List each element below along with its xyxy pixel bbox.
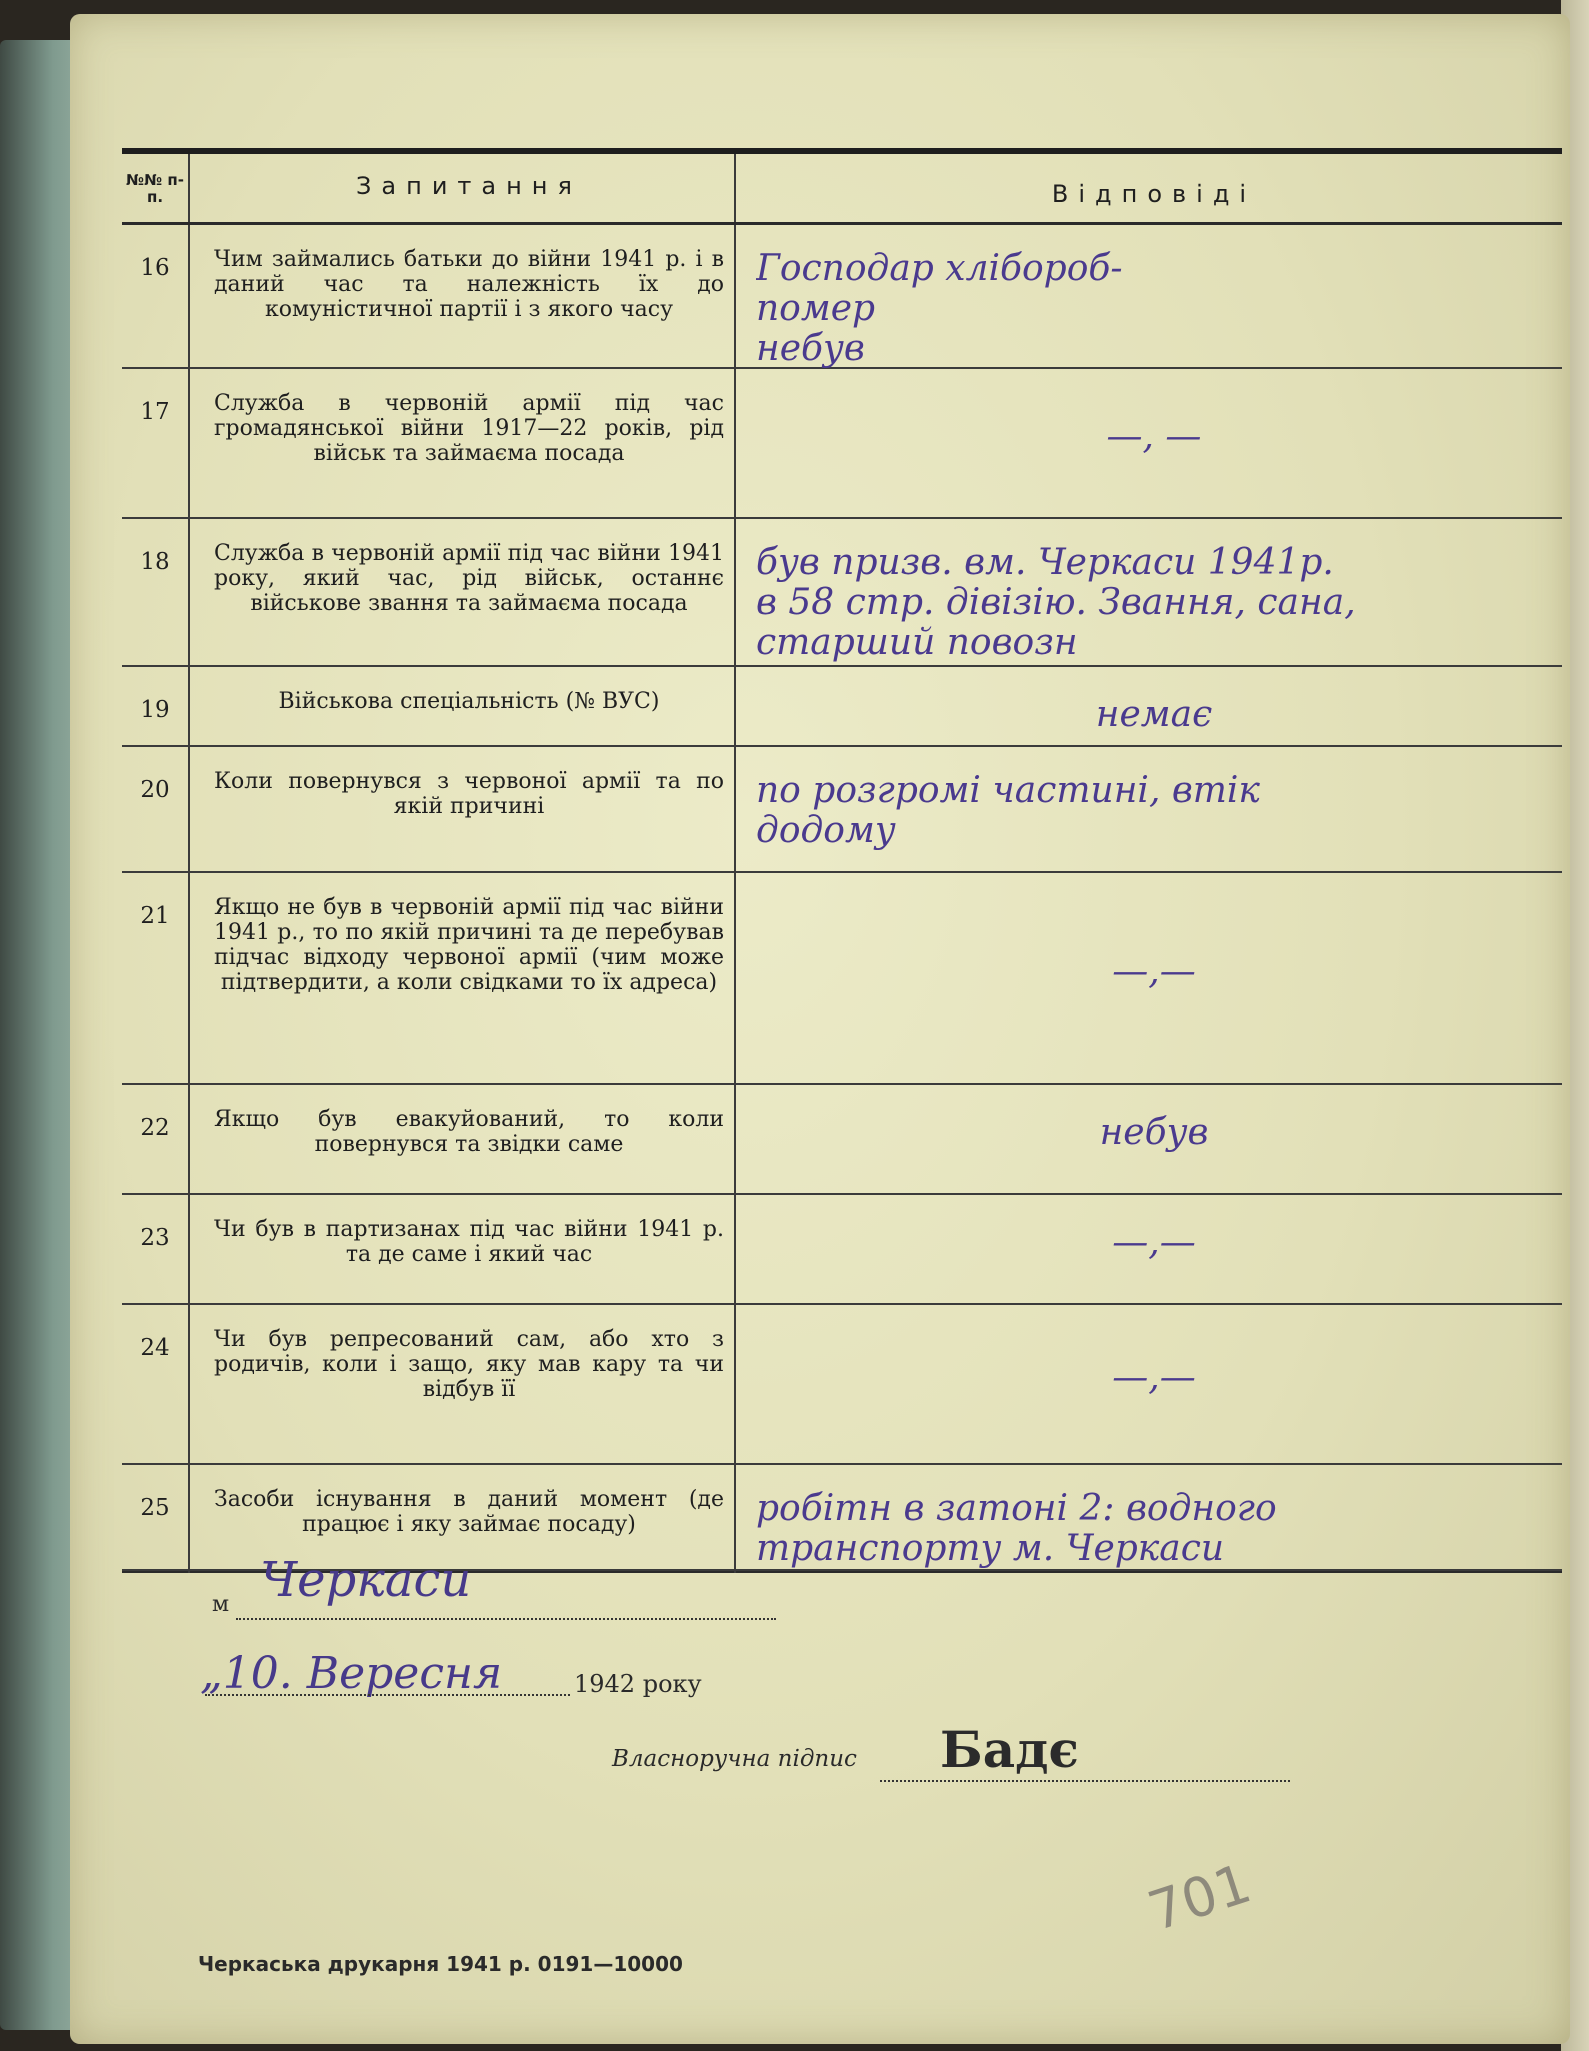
header-questions: Запитання [190,154,736,222]
answer-line: в 58 стр. дівізію. Звання, сана, [756,583,1356,623]
question-text: Якщо не був в червоній армії під час війни 1941 р., то по якій причині та де перебував підчас відходу червоної армії (чим може підтвердити, а коли свідками то їх адреса) [214,895,724,995]
row-answer-handwritten [736,1085,1562,1193]
question-text: Служба в червоній армії під час громадянської війни 1917—22 років, рід військ та займаєма посада [214,391,724,466]
pencil-mark: 701 [1140,1851,1259,1944]
row-answer-handwritten [736,519,1562,667]
question-text: Військова спеціальність (№ ВУС) [278,689,660,714]
row-answer-handwritten [736,747,1562,871]
row-answer-handwritten [736,1195,1562,1303]
row-answer-handwritten [736,873,1562,1083]
row-question [190,1195,736,1303]
answer-line: по розгромі частині, втік [756,771,1260,811]
row-question [190,1085,736,1193]
table-body [122,225,1562,1571]
questionnaire-table [122,148,1562,1573]
question-text: Засоби існування в даний момент (де працює і яку займає посаду) [214,1487,724,1537]
table-row [122,369,1562,519]
question-text: Чи був репресований сам, або хто з родичів, коли і защо, яку мав кару та чи відбув її [214,1327,724,1402]
row-answer-handwritten [736,369,1562,517]
row-question [190,873,736,1083]
answer-line: помер [756,289,876,329]
row-question [190,747,736,871]
question-text: Якщо був евакуйований, то коли повернувся та звідки саме [214,1107,724,1157]
answer-line: транспорту м. Черкаси [756,1529,1225,1569]
row-answer-handwritten [736,1465,1562,1573]
row-answer-handwritten [736,225,1562,373]
signature-line [880,1780,1290,1782]
header-number: №№ п-п. [122,154,190,222]
signature-label: Власноручна підпис [612,1746,857,1772]
answer-line: Господар хлібороб- [756,249,1123,289]
city-handwritten: Черкаси [260,1552,472,1608]
date-line [205,1694,570,1696]
row-number: 25 [122,1465,190,1573]
header-answers: Відповіді [1051,180,1257,208]
date-handwritten: „10. Вересня [200,1648,503,1699]
table-row [122,1305,1562,1465]
table-row [122,225,1562,369]
row-answer-handwritten [736,667,1562,745]
answer-line: небув [1099,1112,1209,1153]
row-question [190,1305,736,1463]
row-question [190,667,736,745]
row-question [190,519,736,667]
answer-line: —,— [1112,1357,1196,1398]
year-text: 1942 року [574,1670,702,1698]
answer-line: немає [1095,694,1213,735]
row-question [190,225,736,373]
question-text: Чи був в партизанах під час війни 1941 р. та де саме і який час [214,1217,724,1267]
table-row [122,1085,1562,1195]
answer-line: робітн в затоні 2: водного [756,1489,1277,1529]
row-number: 21 [122,873,190,1083]
answer-line: —, — [1106,416,1202,457]
table-row [122,873,1562,1085]
answer-line: був призв. вм. Черкаси 1941р. [756,543,1334,583]
row-number: 16 [122,225,190,373]
printer-imprint: Черкаська друкарня 1941 р. 0191—10000 [198,1952,683,1976]
row-number: 19 [122,667,190,745]
answer-line: —,— [1112,951,1196,992]
table-header [122,154,1562,225]
answer-line: додому [756,811,896,851]
question-text: Служба в червоній армії під час війни 1941 року, який час, рід військ, останнє військове звання та займаєма посада [214,541,724,616]
city-prefix: м [212,1592,230,1617]
table-row [122,519,1562,667]
row-number: 22 [122,1085,190,1193]
answer-line: небув [756,329,865,369]
row-number: 20 [122,747,190,871]
row-question [190,369,736,517]
row-number: 18 [122,519,190,667]
signature-handwritten: Бадє [940,1720,1079,1779]
row-number: 24 [122,1305,190,1463]
table-row [122,747,1562,873]
table-row [122,1195,1562,1305]
row-answer-handwritten [736,1305,1562,1463]
row-number: 17 [122,369,190,517]
table-row [122,667,1562,747]
row-number: 23 [122,1195,190,1303]
answer-line: —,— [1112,1222,1196,1263]
question-text: Коли повернувся з червоної армії та по якій причині [214,769,724,819]
answer-line: старший повозн [756,623,1078,663]
question-text: Чим займались батьки до війни 1941 р. і в даний час та належність їх до комуністичної партії і з якого часу [214,247,724,322]
city-line [236,1618,776,1620]
